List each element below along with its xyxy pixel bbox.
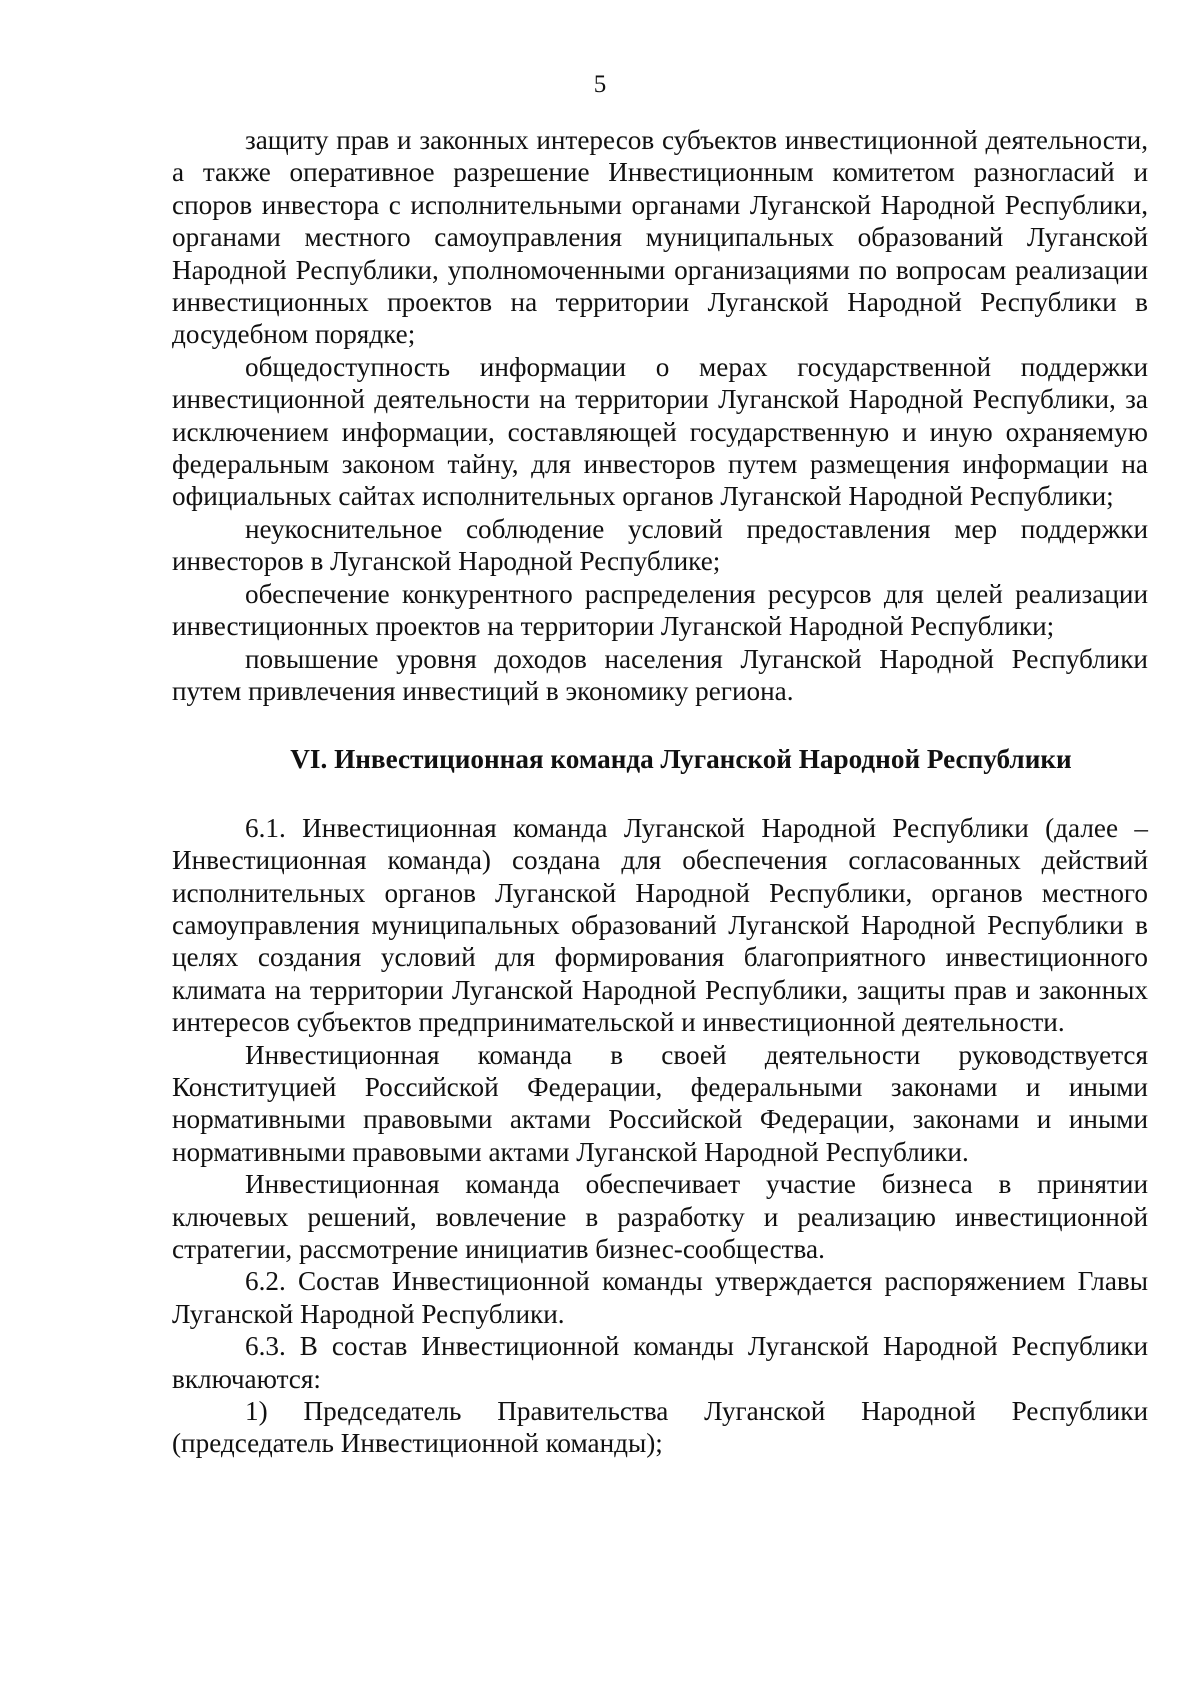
- paragraph: защиту прав и законных интересов субъектов инвестиционной деятельности, а также оперативное разрешение Инвестиционным комитетом разногласий и споров инвестора с исполнительными органами Луганской Народной Республики, органами местного самоуправления муниципальных образований Луганской Народной Республики, уполномоченными организациями по вопросам реализации инвестиционных проектов на территории Луганской Народной Республики в досудебном порядке;: [172, 125, 1148, 350]
- paragraph: повышение уровня доходов населения Луганской Народной Республики путем привлечения инвестиций в экономику региона.: [172, 643, 1148, 706]
- paragraph: Инвестиционная команда обеспечивает участие бизнеса в принятии ключевых решений, вовлечение в разработку и реализацию инвестиционной стратегии, рассмотрение инициатив бизнес-сообщества.: [172, 1169, 1148, 1264]
- paragraph: 1) Председатель Правительства Луганской Народной Республики (председатель Инвестиционной команды);: [172, 1396, 1148, 1459]
- paragraph: 6.1. Инвестиционная команда Луганской Народной Республики (далее – Инвестиционная команда) создана для обеспечения согласованных действий исполнительных органов Луганской Народной Республики, органов местного самоуправления муниципальных образований Луганской Народной Республики в целях создания условий для формирования благоприятного инвестиционного климата на территории Луганской Народной Республики, защиты прав и законных интересов субъектов предпринимательской и инвестиционной деятельности.: [172, 812, 1148, 1038]
- document-body: [172, 124, 1148, 1460]
- paragraph: обеспечение конкурентного распределения ресурсов для целей реализации инвестиционных проектов на территории Луганской Народной Республики;: [172, 578, 1148, 642]
- paragraph: общедоступность информации о мерах государственной поддержки инвестиционной деятельности на территории Луганской Народной Республики, за исключением информации, составляющей государственную и иную охраняемую федеральным законом тайну, для инвесторов путем размещения информации на официальных сайтах исполнительных органов Луганской Народной Республики;: [172, 351, 1148, 512]
- paragraph: неукоснительное соблюдение условий предоставления мер поддержки инвесторов в Луганской Народной Республике;: [172, 513, 1148, 577]
- paragraph: 6.2. Состав Инвестиционной команды утверждается распоряжением Главы Луганской Народной Республики.: [172, 1266, 1148, 1329]
- page-number: 5: [593, 71, 607, 98]
- paragraph: Инвестиционная команда в своей деятельности руководствуется Конституцией Российской Федерации, федеральными законами и иными нормативными правовыми актами Российской Федерации, законами и иными нормативными правовыми актами Луганской Народной Республики.: [172, 1039, 1148, 1167]
- section-heading: VI. Инвестиционная команда Луганской Народной Республики: [290, 744, 1072, 775]
- paragraph: 6.3. В состав Инвестиционной команды Луганской Народной Республики включаются:: [172, 1331, 1148, 1394]
